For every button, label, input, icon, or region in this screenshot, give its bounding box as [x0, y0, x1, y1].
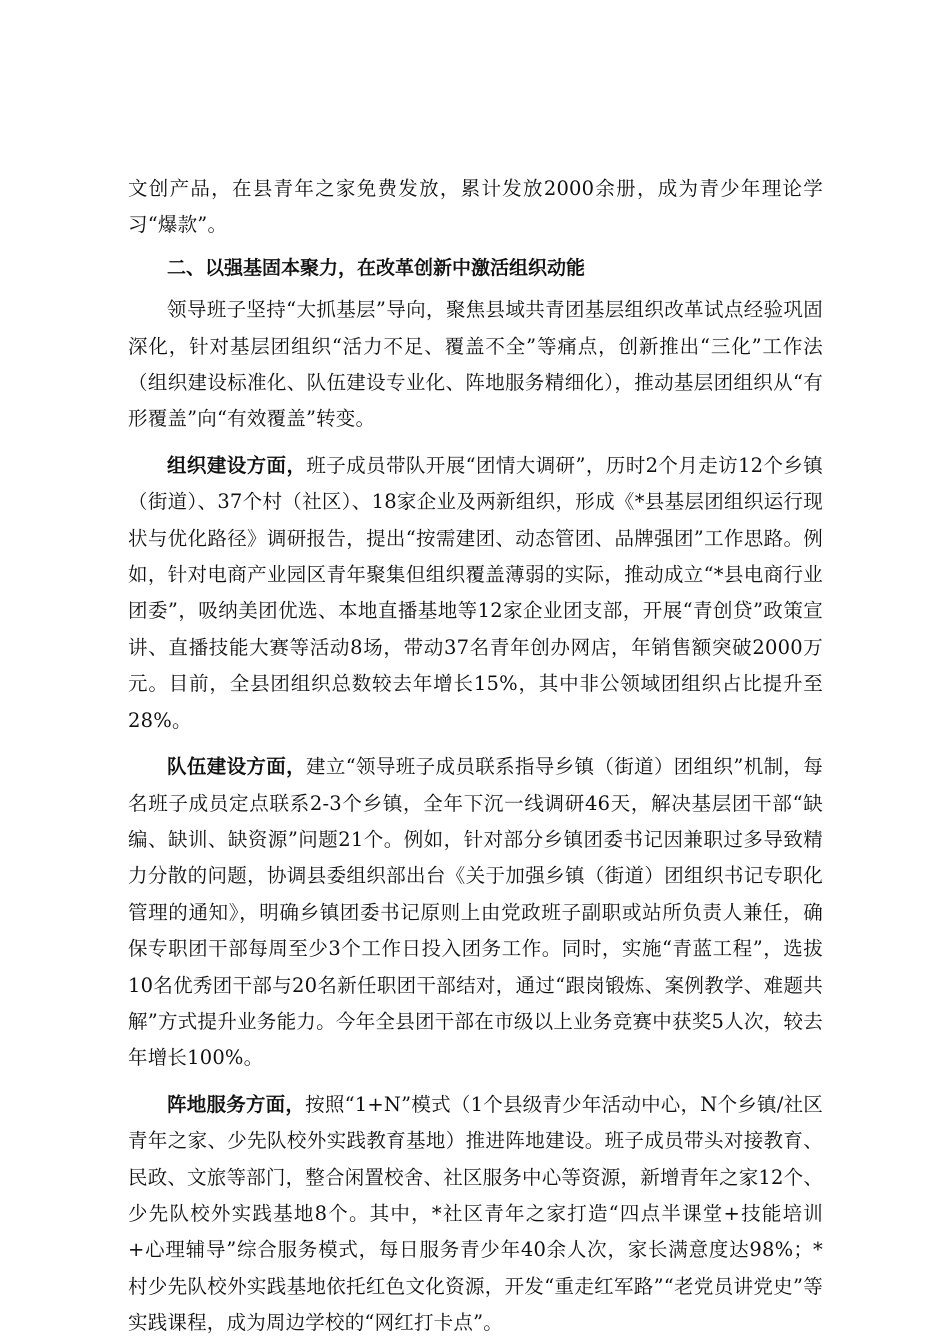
paragraph-organization-lead: 组织建设方面， [167, 453, 307, 477]
paragraph-service-text: 按照“1+N”模式（1个县级青少年活动中心，N个乡镇/社区青年之家、少先队校外实践教育基地）推进阵地建设。班子成员带头对接教育、民政、文旅等部门，整合闲置校舍、社区服务中心等资源，新增青年之家12个、少先队校外实践基地8个。其中，*社区青年之家打造“四点半课堂+技能培训+心理辅导”综合服务模式，每日服务青少年40余人次，家长满意度达98%；*村少先队校外实践基地依托红色文化资源，开发“重走红军路”“老党员讲党史”等实践课程，成为周边学校的“网红打卡点”。 [128, 1092, 824, 1335]
paragraph-intro [128, 292, 823, 438]
section-heading: 二、以强基固本聚力，在改革创新中激活组织动能 [167, 256, 586, 279]
paragraph-team [128, 749, 823, 1077]
paragraph-team-text: 建立“领导班子成员联系指导乡镇（街道）团组织”机制，每名班子成员定点联系2-3个乡镇，全年下沉一线调研46天，解决基层团干部“缺编、缺训、缺资源”问题21个。例如，针对部分乡镇团委书记因兼职过多导致精力分散的问题，协调县委组织部出台《关于加强乡镇（街道）团组织书记专职化管理的通知》，明确乡镇团委书记原则上由党政班子副职或站所负责人兼任，确保专职团干部每周至少3个工作日投入团务工作。同时，实施“青蓝工程”，选拔10名优秀团干部与20名新任职团干部结对，通过“跟岗锻炼、案例教学、难题共解”方式提升业务能力。今年全县团干部在市级以上业务竞赛中获奖5人次，较去年增长100%。 [128, 755, 823, 1070]
paragraph-intro-text: 领导班子坚持“大抓基层”导向，聚焦县域共青团基层组织改革试点经验巩固深化，针对基层团组织“活力不足、覆盖不全”等痛点，创新推出“三化”工作法（组织建设标准化、队伍建设专业化、阵地服务精细化），推动基层团组织从“有形覆盖”向“有效覆盖”转变。 [128, 298, 823, 431]
paragraph-organization-text: 班子成员带队开展“团情大调研”，历时2个月走访12个乡镇（街道）、37个村（社区）、18家企业及两新组织，形成《*县基层团组织运行现状与优化路径》调研报告，提出“按需建团、动态管团、品牌强团”工作思路。例如，针对电商产业园区青年聚集但组织覆盖薄弱的实际，推动成立“*县电商行业团委”，吸纳美团优选、本地直播基地等12家企业团支部，开展“青创贷”政策宣讲、直播技能大赛等活动8场，带动37名青年创办网店，年销售额突破2000万元。目前，全县团组织总数较去年增长15%，其中非公领域团组织占比提升至28%。 [128, 453, 823, 732]
document-body [128, 171, 823, 1342]
paragraph-team-lead: 队伍建设方面， [167, 755, 307, 779]
paragraph-continuation [128, 171, 823, 244]
paragraph-organization [128, 448, 823, 739]
paragraph-continuation-text: 文创产品，在县青年之家免费发放，累计发放2000余册，成为青少年理论学习“爆款”。 [128, 177, 823, 237]
paragraph-service-lead: 阵地服务方面， [167, 1092, 306, 1116]
paragraph-service [128, 1087, 823, 1342]
